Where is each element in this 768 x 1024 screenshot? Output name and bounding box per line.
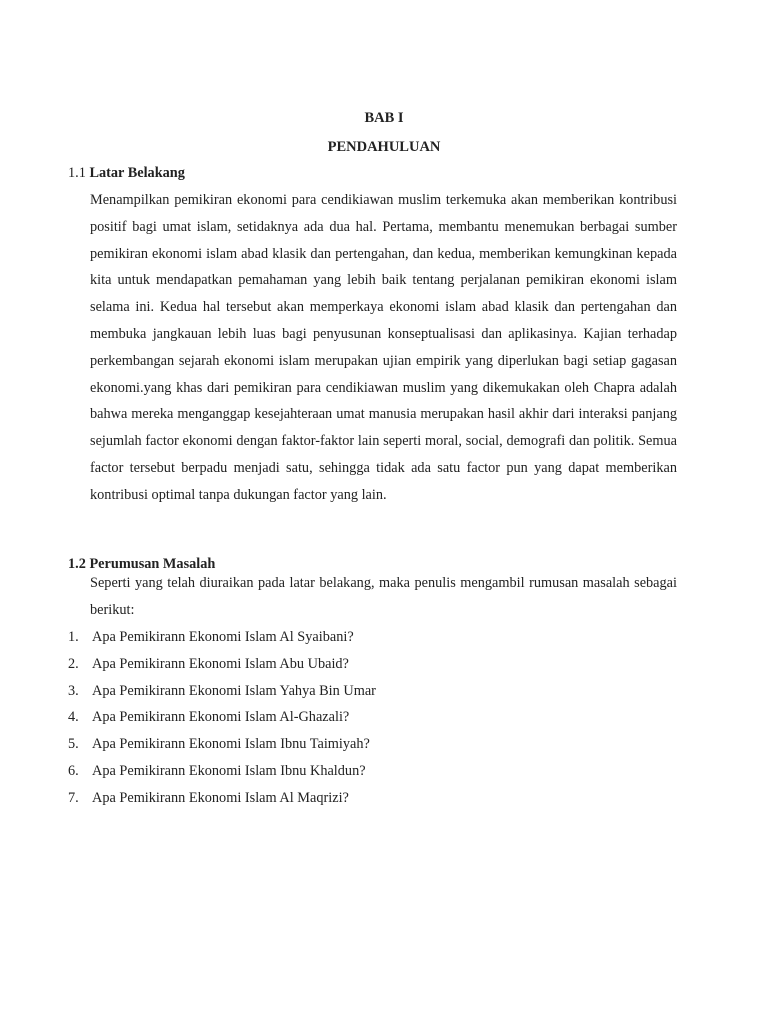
list-text: Apa Pemikirann Ekonomi Islam Yahya Bin Umar (92, 682, 376, 699)
section-title: Latar Belakang (89, 165, 185, 181)
list-number: 5. (68, 736, 79, 753)
list-item (68, 785, 376, 812)
chapter-title: PENDAHULUAN (327, 139, 441, 155)
list-item (68, 678, 376, 705)
list-item (68, 624, 376, 651)
chapter-number: BAB I (364, 110, 404, 126)
perumusan-masalah-paragraph: Seperti yang telah diuraikan pada latar belakang, maka penulis mengambil rumusan masalah sebagai berikut: (90, 575, 677, 618)
latar-belakang-paragraph: Menampilkan pemikiran ekonomi para cendikiawan muslim terkemuka akan memberikan kontribusi positif bagi umat islam, setidaknya ada dua hal. Pertama, membantu menemukan berbagai sumber pemikiran ekonomi islam abad klasik dan pertengahan, dan kedua, memberikan kemungkinan kepada kita untuk mendapatkan pemahaman yang lebih baik tentang perjalanan pemikiran ekonomi islam selama ini. Kedua hal tersebut akan memperkaya ekonomi islam abad klasik dan pertengahan dan membuka jangkauan lebih luas bagi penyusunan konseptualisasi dan aplikasinya. Kajian terhadap perkembangan sejarah ekonomi islam merupakan ujian empirik yang diperlukan bagi setiap gagasan ekonomi.yang khas dari pemikiran para cendikiawan muslim yang dikemukakan oleh Chapra adalah bahwa mereka menganggap kesejahteraan umat manusia merupakan hasil akhir dari interaksi panjang sejumlah factor ekonomi dengan faktor-faktor lain seperti moral, social, demografi dan politik. Semua factor tersebut berpadu menjadi satu, sehingga tidak ada satu factor pun yang dapat memberikan kontribusi optimal tanpa dukungan factor yang lain. (90, 192, 677, 503)
list-item (68, 704, 376, 731)
list-number: 1. (68, 629, 79, 645)
list-item (68, 651, 376, 678)
list-text: Apa Pemikirann Ekonomi Islam Al Maqrizi? (92, 789, 349, 806)
list-text: Apa Pemikirann Ekonomi Islam Al-Ghazali? (92, 709, 350, 726)
list-number: 6. (68, 762, 79, 779)
list-text: Apa Pemikirann Ekonomi Islam Ibnu Taimiyah? (92, 736, 370, 753)
list-text: Apa Pemikirann Ekonomi Islam Ibnu Khaldun? (92, 762, 366, 779)
section-heading-latar-belakang (68, 165, 185, 182)
list-number: 3. (68, 682, 79, 699)
list-item (68, 758, 376, 785)
list-number: 7. (68, 789, 79, 806)
list-item (68, 731, 376, 758)
section-number: 1.2 (68, 556, 86, 572)
problem-list (68, 624, 376, 812)
list-number: 4. (68, 709, 79, 726)
list-number: 2. (68, 655, 79, 672)
list-text: Apa Pemikirann Ekonomi Islam Abu Ubaid? (92, 655, 349, 672)
section-title: Perumusan Masalah (89, 556, 216, 572)
section-number: 1.1 (68, 165, 86, 181)
list-text: Apa Pemikirann Ekonomi Islam Al Syaibani? (92, 629, 354, 645)
